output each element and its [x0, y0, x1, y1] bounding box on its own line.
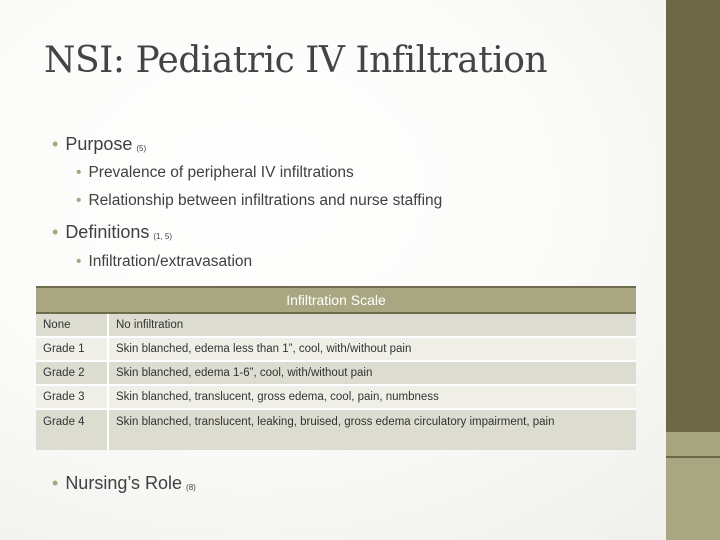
- bullet-nursing-role-label: Nursing’s Role: [65, 473, 183, 493]
- bullet-dot-icon: •: [52, 473, 59, 493]
- table-row: [36, 385, 636, 409]
- grade-cell: Grade 3: [36, 385, 108, 409]
- side-bar-accent-top: [666, 432, 720, 456]
- sub-bullet-label: Relationship between infiltrations and nurse staffing: [88, 192, 443, 209]
- grade-cell: None: [36, 313, 108, 337]
- bullet-dot-icon: •: [76, 253, 82, 270]
- bullet-purpose: [52, 134, 146, 155]
- description-cell: No infiltration: [108, 313, 636, 337]
- bullet-dot-icon: •: [76, 192, 82, 209]
- description-cell: Skin blanched, edema less than 1”, cool, with/without pain: [108, 337, 636, 361]
- citation: (8): [186, 483, 196, 492]
- table-row: [36, 361, 636, 385]
- infiltration-scale-table: [36, 286, 636, 450]
- slide-title: NSI: Pediatric IV Infiltration: [44, 40, 548, 81]
- table-row: [36, 313, 636, 337]
- description-cell: Skin blanched, edema 1-6”, cool, with/without pain: [108, 361, 636, 385]
- sub-bullet-infiltration: [76, 253, 252, 271]
- table-row: [36, 337, 636, 361]
- citation: (5): [136, 144, 147, 153]
- sub-bullet-relationship: [76, 192, 442, 210]
- bullet-dot-icon: •: [76, 164, 82, 181]
- table-header: Infiltration Scale: [36, 287, 636, 313]
- citation: (1, 5): [153, 232, 173, 241]
- bullet-dot-icon: •: [52, 222, 59, 242]
- description-cell: Skin blanched, translucent, leaking, bruised, gross edema circulatory impairment, pain: [108, 409, 636, 450]
- bullet-dot-icon: •: [52, 134, 59, 154]
- table-row: [36, 409, 636, 450]
- bullet-definitions: [52, 222, 172, 243]
- bullet-purpose-label: Purpose: [65, 134, 133, 154]
- grade-cell: Grade 2: [36, 361, 108, 385]
- grade-cell: Grade 4: [36, 409, 108, 450]
- sub-bullet-label: Infiltration/extravasation: [88, 253, 253, 270]
- bullet-nursing-role: [52, 473, 196, 494]
- decorative-side-bar: [666, 0, 720, 540]
- sub-bullet-prevalence: [76, 164, 354, 182]
- sub-bullet-label: Prevalence of peripheral IV infiltrations: [88, 164, 354, 181]
- grade-cell: Grade 1: [36, 337, 108, 361]
- description-cell: Skin blanched, translucent, gross edema, cool, pain, numbness: [108, 385, 636, 409]
- bullet-definitions-label: Definitions: [65, 222, 150, 242]
- side-bar-accent-bottom: [666, 458, 720, 540]
